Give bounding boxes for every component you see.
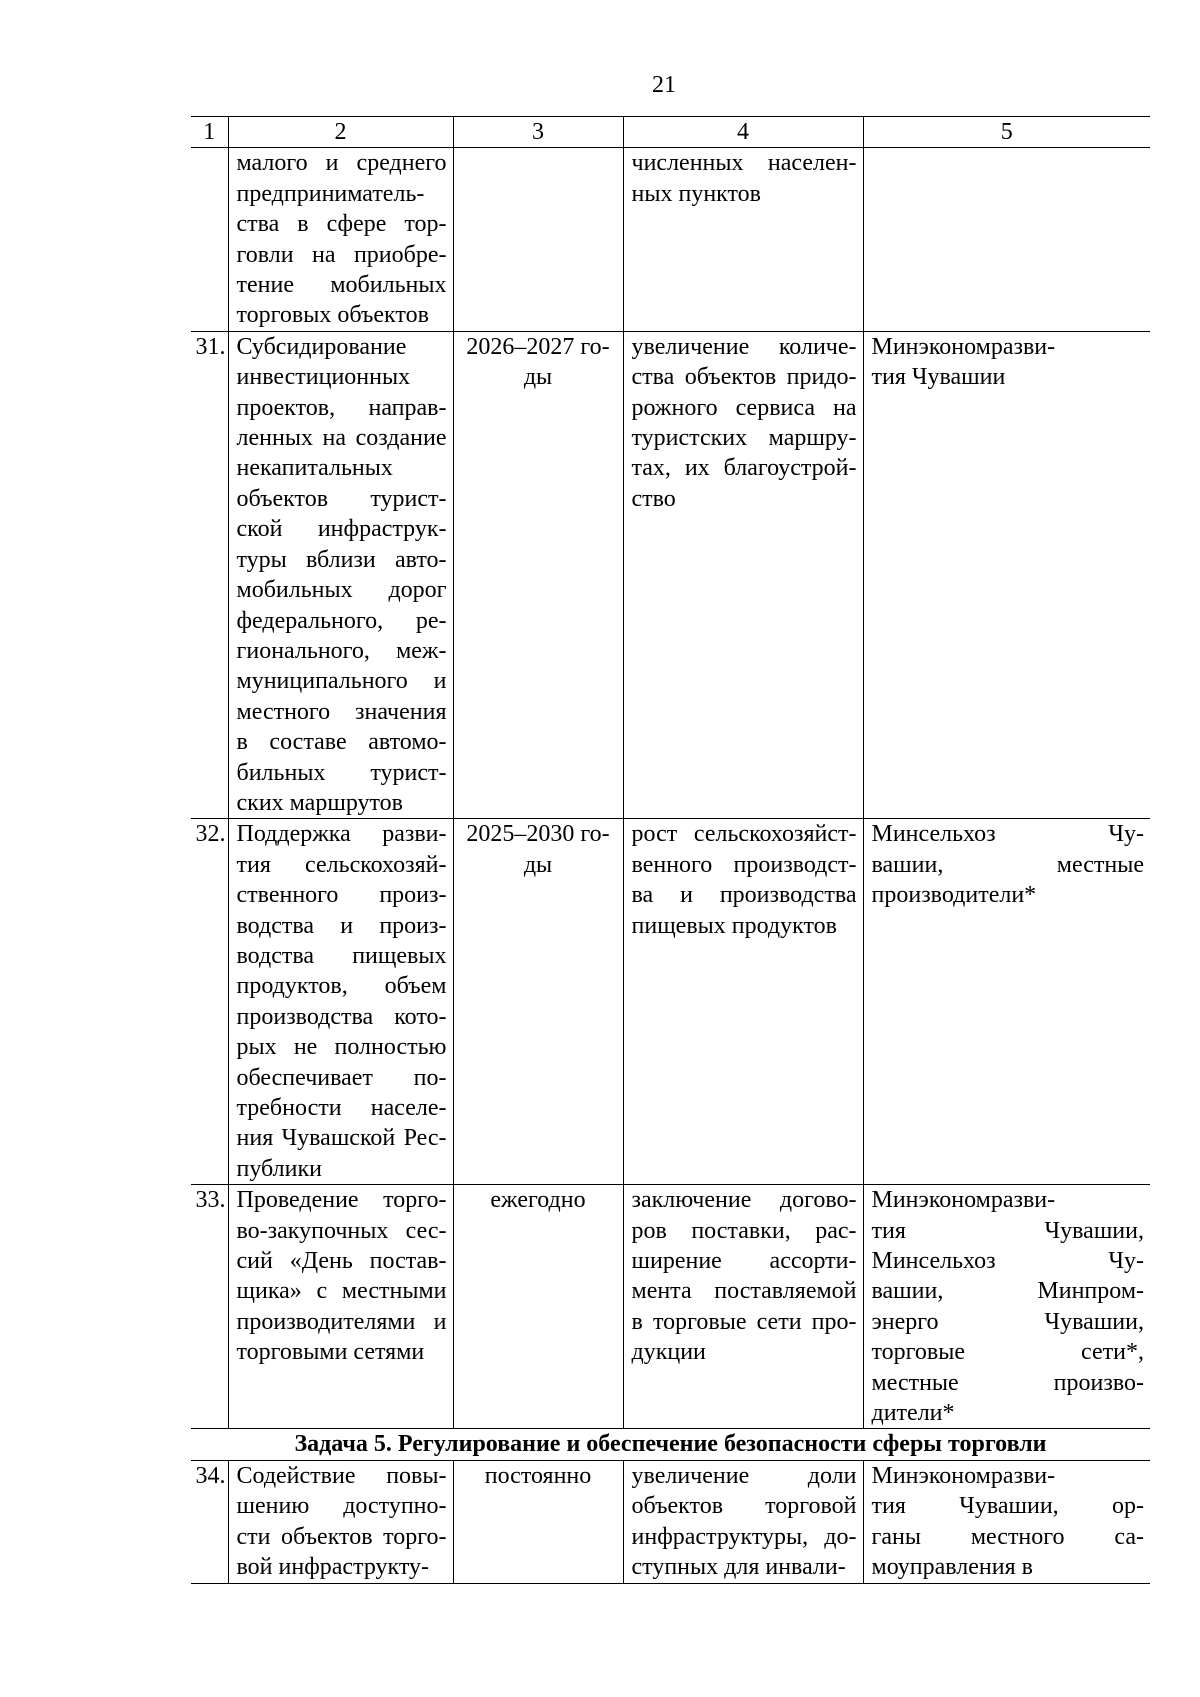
task-heading-row xyxy=(191,1429,1150,1460)
cell-line: предприниматель- xyxy=(236,180,425,207)
cell-line: инфраструктуры, до- xyxy=(631,1523,857,1550)
cell-measure xyxy=(228,1185,453,1429)
cell-line: объектов торговой xyxy=(631,1493,857,1520)
cell-line: малого и среднего xyxy=(236,150,447,177)
cell-line: инвестиционных xyxy=(236,364,411,391)
cell-line: увеличение количе- xyxy=(631,333,857,360)
cell-line: щика» с местными xyxy=(236,1278,447,1305)
cell-num: 32. xyxy=(191,819,228,1185)
cell-line: Содействие повы- xyxy=(236,1462,447,1489)
cell-line: тах, их благоустрой- xyxy=(631,455,857,482)
table-row-32 xyxy=(191,819,1150,1185)
cell-line: производителями и xyxy=(236,1308,447,1335)
cell-line: водства пищевых xyxy=(236,942,447,969)
header-col-5: 5 xyxy=(863,117,1150,148)
cell-line: продуктов, объем xyxy=(236,973,447,1000)
cell-num xyxy=(191,148,228,331)
cell-line: постоянно xyxy=(484,1462,592,1489)
table-row-continuation xyxy=(191,148,1150,331)
cell-line: дукции xyxy=(631,1339,706,1366)
cell-responsible xyxy=(863,331,1150,819)
cell-line: 2026–2027 го- xyxy=(466,333,610,360)
cell-line: рых не полностью xyxy=(236,1034,447,1061)
cell-period xyxy=(453,148,623,331)
cell-line: вой инфраструкту- xyxy=(236,1554,430,1581)
cell-line: ширение ассорти- xyxy=(631,1248,857,1275)
cell-line: производители* xyxy=(871,882,1037,909)
measures-table xyxy=(191,116,1150,1584)
cell-line: заключение догово- xyxy=(631,1187,857,1214)
header-col-2: 2 xyxy=(228,117,453,148)
cell-line: гионального, меж- xyxy=(236,637,447,664)
cell-line: обеспечивает по- xyxy=(236,1064,447,1091)
table-row-34 xyxy=(191,1460,1150,1583)
cell-line: тия сельскохозяй- xyxy=(236,851,447,878)
cell-line: говли на приобре- xyxy=(236,241,447,268)
cell-line: мобильных дорог xyxy=(236,577,447,604)
cell-line: производства кото- xyxy=(236,1003,447,1030)
cell-result xyxy=(623,148,863,331)
cell-line: тия Чувашии, xyxy=(871,1217,1144,1244)
cell-line: мента поставляемой xyxy=(631,1278,857,1305)
cell-line: торговыми сетями xyxy=(236,1339,425,1366)
header-col-1: 1 xyxy=(191,117,228,148)
cell-measure xyxy=(228,331,453,819)
cell-line: туристских маршру- xyxy=(631,425,857,452)
cell-measure xyxy=(228,819,453,1185)
task-heading: Задача 5. Регулирование и обеспечение безопасности сферы торговли xyxy=(191,1429,1150,1460)
cell-line: торговые сети*, xyxy=(871,1339,1144,1366)
cell-line: проектов, направ- xyxy=(236,394,447,421)
cell-line: сий «День постав- xyxy=(236,1248,447,1275)
cell-line: ства в сфере тор- xyxy=(236,211,447,238)
cell-line: федерального, ре- xyxy=(236,607,447,634)
cell-line: Проведение торго- xyxy=(236,1187,447,1214)
cell-num: 31. xyxy=(191,331,228,819)
cell-line: в торговые сети про- xyxy=(631,1308,857,1335)
cell-line: ступных для инвали- xyxy=(631,1554,846,1581)
cell-line: Поддержка разви- xyxy=(236,821,447,848)
cell-line: ленных на создание xyxy=(236,425,447,452)
cell-result xyxy=(623,1460,863,1583)
cell-result xyxy=(623,819,863,1185)
cell-responsible xyxy=(863,1460,1150,1583)
cell-line: торговых объектов xyxy=(236,302,429,329)
cell-line: ва и производства xyxy=(631,882,857,909)
cell-line: венного производст- xyxy=(631,851,857,878)
cell-period xyxy=(453,819,623,1185)
cell-line: Минсельхоз Чу- xyxy=(871,1248,1144,1275)
cell-line: Минэкономразви- xyxy=(871,1462,1056,1489)
cell-line: вашии, местные xyxy=(871,851,1144,878)
cell-result xyxy=(623,331,863,819)
cell-line: публики xyxy=(236,1155,322,1182)
cell-line: ежегодно xyxy=(490,1187,586,1214)
cell-line: рожного сервиса на xyxy=(631,394,857,421)
cell-period xyxy=(453,1460,623,1583)
cell-line: местные произво- xyxy=(871,1369,1144,1396)
cell-line: тение мобильных xyxy=(236,272,447,299)
cell-line: шению доступно- xyxy=(236,1493,447,1520)
cell-line: Минэкономразви- xyxy=(871,1187,1056,1214)
cell-line: 2025–2030 го- xyxy=(466,821,610,848)
cell-line: муниципального и xyxy=(236,668,447,695)
cell-line: дители* xyxy=(871,1400,955,1427)
cell-num: 33. xyxy=(191,1185,228,1429)
cell-line: Минэкономразви- xyxy=(871,333,1056,360)
cell-line: моуправления в xyxy=(871,1554,1033,1581)
cell-line: ственного произ- xyxy=(236,882,447,909)
cell-line: некапитальных xyxy=(236,455,393,482)
cell-line: ских маршрутов xyxy=(236,789,403,816)
page-number: 21 xyxy=(652,72,676,98)
cell-line: ганы местного са- xyxy=(871,1523,1144,1550)
cell-line: энерго Чувашии, xyxy=(871,1308,1144,1335)
cell-line: тия Чувашии xyxy=(871,364,1006,391)
table-row-31 xyxy=(191,331,1150,819)
cell-line: численных населен- xyxy=(631,150,857,177)
cell-line: ской инфраструк- xyxy=(236,516,447,543)
cell-num: 34. xyxy=(191,1460,228,1583)
cell-line: ров поставки, рас- xyxy=(631,1217,857,1244)
cell-line: во-закупочных сес- xyxy=(236,1217,447,1244)
cell-line: тия Чувашии, ор- xyxy=(871,1493,1144,1520)
cell-line: в составе автомо- xyxy=(236,729,447,756)
cell-line: объектов турист- xyxy=(236,485,447,512)
cell-responsible xyxy=(863,148,1150,331)
cell-responsible xyxy=(863,1185,1150,1429)
header-col-3: 3 xyxy=(453,117,623,148)
cell-period xyxy=(453,331,623,819)
cell-responsible xyxy=(863,819,1150,1185)
cell-line: пищевых продуктов xyxy=(631,912,837,939)
cell-line: бильных турист- xyxy=(236,759,447,786)
cell-line: туры вблизи авто- xyxy=(236,546,447,573)
header-col-4: 4 xyxy=(623,117,863,148)
cell-period xyxy=(453,1185,623,1429)
cell-result xyxy=(623,1185,863,1429)
cell-line: ды xyxy=(523,364,553,391)
cell-line: ды xyxy=(523,851,553,878)
cell-line: водства и произ- xyxy=(236,912,447,939)
cell-line: Минсельхоз Чу- xyxy=(871,821,1144,848)
cell-line: сти объектов торго- xyxy=(236,1523,447,1550)
cell-line: ных пунктов xyxy=(631,180,762,207)
table-row-33 xyxy=(191,1185,1150,1429)
cell-measure xyxy=(228,148,453,331)
cell-line: Субсидирование xyxy=(236,333,407,360)
cell-line: местного значения xyxy=(236,698,447,725)
table-header-row xyxy=(191,117,1150,148)
cell-line: рост сельскохозяйст- xyxy=(631,821,857,848)
cell-line: требности населе- xyxy=(236,1095,447,1121)
cell-line: ство xyxy=(631,485,676,512)
cell-line: ства объектов придо- xyxy=(631,364,857,391)
cell-line: увеличение доли xyxy=(631,1462,857,1489)
cell-measure xyxy=(228,1460,453,1583)
cell-line: ния Чувашской Рес- xyxy=(236,1125,447,1152)
cell-line: вашии, Минпром- xyxy=(871,1278,1144,1305)
